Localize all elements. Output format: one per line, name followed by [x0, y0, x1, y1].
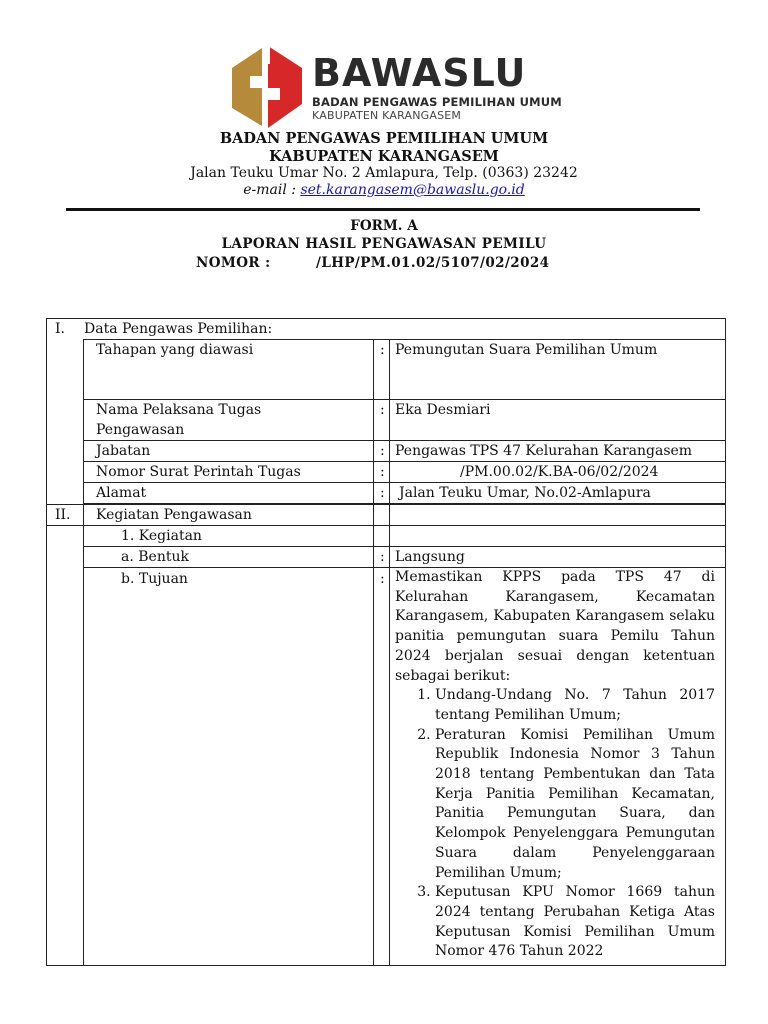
header-divider — [66, 208, 700, 211]
colon: : — [380, 443, 385, 459]
field-value-jabatan: Pengawas TPS 47 Kelurahan Karangasem — [395, 443, 693, 459]
report-title: LAPORAN HASIL PENGAWASAN PEMILU — [221, 236, 547, 252]
field-value-alamat: Jalan Teuku Umar, No.02-Amlapura — [399, 485, 651, 501]
field-label-kegiatan: 1. Kegiatan — [121, 528, 202, 544]
section-title: Kegiatan Pengawasan — [96, 507, 252, 523]
email-label: e-mail : — [243, 182, 301, 198]
colon: : — [380, 342, 385, 358]
field-label-nama: Nama Pelaksana Tugas Pengawasan — [96, 402, 262, 438]
field-label-tujuan: b. Tujuan — [121, 571, 188, 587]
report-number — [196, 255, 549, 271]
list-item: 1. Undang-Undang No. 7 Tahun 2017 tentang Pemilihan Umum; — [435, 686, 715, 725]
colon: : — [380, 549, 385, 565]
brand-name: BAWASLU — [312, 51, 527, 95]
field-label-bentuk: a. Bentuk — [121, 549, 189, 565]
field-label-tahapan: Tahapan yang diawasi — [96, 342, 254, 358]
field-label-jabatan: Jabatan — [96, 443, 151, 459]
list-item: 2. Peraturan Komisi Pemilihan Umum Republik Indonesia Nomor 3 Tahun 2018 tentang Pembentukan dan Tata Kerja Panitia Pemilihan Kecamatan, Panitia Pemungutan Suara, dan Kelompok Penyelenggara Pemungutan Suara dalam Penyelenggaraan Pemilihan Umum; — [435, 726, 715, 884]
table-col-line — [373, 339, 374, 965]
field-value-tahapan: Pemungutan Suara Pemilihan Umum — [395, 342, 658, 358]
org-name-line1: BADAN PENGAWAS PEMILIHAN UMUM — [219, 130, 549, 147]
brand-region: KABUPATEN KARANGASEM — [312, 109, 462, 122]
form-name: FORM. A — [350, 218, 418, 234]
brand-subtitle: BADAN PENGAWAS PEMILIHAN UMUM — [312, 95, 562, 109]
email-link[interactable]: set.karangasem@bawaslu.go.id — [300, 182, 525, 198]
field-value-nama: Eka Desmiari — [395, 402, 491, 418]
org-email-line — [0, 182, 768, 198]
section-number: I. — [55, 321, 65, 337]
colon: : — [380, 571, 385, 587]
list-item: 3. Keputusan KPU Nomor 1669 tahun 2024 tentang Perubahan Ketiga Atas Keputusan Komisi Pemilihan Umum Nomor 476 Tahun 2022 — [435, 883, 715, 962]
tujuan-intro: Memastikan KPPS pada TPS 47 di Kelurahan Karangasem, Kecamatan Karangasem, Kabupaten Karangasem selaku panitia pemungutan suara Pemilu Tahun 2024 berjalan sesuai dengan ketentuan sebagai berikut: — [395, 569, 715, 684]
report-number-value: /LHP/PM.01.02/5107/02/2024 — [316, 255, 550, 271]
section-title: Data Pengawas Pemilihan: — [84, 321, 273, 337]
regulation-list — [395, 686, 715, 962]
field-label-nomor-surat: Nomor Surat Perintah Tugas — [96, 464, 301, 480]
brand-block — [312, 51, 562, 122]
org-address: Jalan Teuku Umar No. 2 Amlapura, Telp. (0363) 23242 — [190, 165, 578, 181]
field-value-nomor-surat: /PM.00.02/K.BA-06/02/2024 — [460, 464, 659, 480]
field-value-tujuan — [395, 568, 715, 962]
colon: : — [380, 402, 385, 418]
org-name-line2: KABUPATEN KARANGASEM — [269, 148, 499, 165]
table-col-line — [83, 339, 84, 965]
colon: : — [380, 464, 385, 480]
colon: : — [380, 485, 385, 501]
table-col-line — [389, 339, 390, 965]
section-number: II. — [55, 507, 71, 523]
field-value-bentuk: Langsung — [395, 549, 465, 565]
bawaslu-emblem-icon — [228, 42, 308, 132]
report-form-table — [46, 318, 726, 966]
field-label-alamat: Alamat — [96, 485, 147, 501]
report-number-label: NOMOR : — [196, 255, 271, 271]
